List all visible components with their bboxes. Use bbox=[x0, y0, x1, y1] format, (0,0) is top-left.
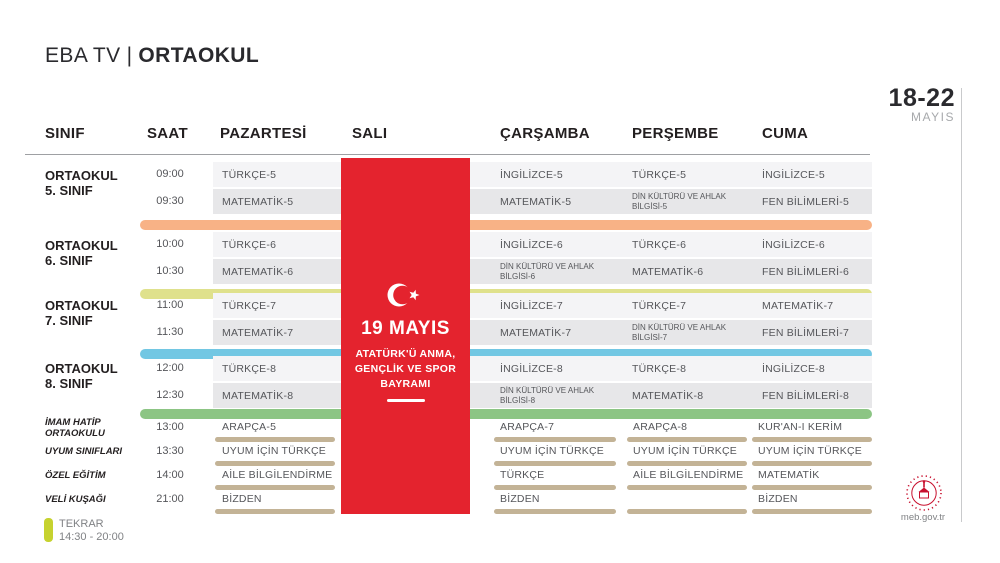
time-cell: 12:30 bbox=[156, 389, 184, 401]
time-cell: 09:00 bbox=[156, 168, 184, 180]
underline-bar bbox=[752, 485, 872, 490]
cell-monday: ARAPÇA-5 bbox=[222, 421, 277, 433]
row-strip bbox=[213, 259, 872, 284]
table-row bbox=[0, 232, 1000, 257]
column-header-monday: PAZARTESİ bbox=[220, 125, 307, 142]
cell-monday: UYUM İÇİN TÜRKÇE bbox=[222, 445, 326, 457]
cell-wednesday: DİN KÜLTÜRÜ VE AHLAK BİLGİSİ-6 bbox=[500, 261, 595, 281]
underline-bar bbox=[752, 461, 872, 466]
time-cell: 10:30 bbox=[156, 265, 184, 277]
underline-bar bbox=[627, 437, 747, 442]
cell-monday: TÜRKÇE-5 bbox=[222, 168, 277, 181]
cell-wednesday: İNGİLİZCE-6 bbox=[500, 238, 563, 251]
row-strip bbox=[213, 320, 872, 345]
cell-monday: MATEMATİK-8 bbox=[222, 389, 294, 402]
cell-monday: MATEMATİK-5 bbox=[222, 195, 294, 208]
page-title bbox=[45, 44, 259, 68]
cell-friday: İNGİLİZCE-5 bbox=[762, 168, 825, 181]
column-header-thursday: PERŞEMBE bbox=[632, 125, 719, 142]
time-cell: 13:30 bbox=[156, 445, 184, 457]
cell-thursday: TÜRKÇE-8 bbox=[632, 362, 687, 375]
cell-wednesday: MATEMATİK-7 bbox=[500, 326, 572, 339]
cell-wednesday: DİN KÜLTÜRÜ VE AHLAK BİLGİSİ-8 bbox=[500, 385, 595, 405]
section-label-line1: ORTAOKUL bbox=[45, 238, 118, 253]
section-label-line1: ORTAOKUL bbox=[45, 361, 118, 376]
underline-bar bbox=[752, 509, 872, 514]
cell-wednesday: TÜRKÇE bbox=[500, 469, 545, 481]
banner-subtitle bbox=[355, 347, 456, 392]
time-cell: 11:00 bbox=[156, 299, 184, 311]
cell-monday: BİZDEN bbox=[222, 493, 262, 505]
row-strip bbox=[213, 189, 872, 214]
underline-bar bbox=[752, 437, 872, 442]
cell-friday: MATEMATİK bbox=[758, 469, 820, 481]
legend-line1: TEKRAR bbox=[59, 518, 104, 530]
underline-bar bbox=[215, 509, 335, 514]
meb-website: meb.gov.tr bbox=[900, 512, 946, 523]
table-row bbox=[0, 443, 1000, 459]
cell-thursday: ARAPÇA-8 bbox=[633, 421, 688, 433]
section-label-ozel-egitim: ÖZEL EĞİTİM bbox=[45, 470, 106, 481]
meb-logo-icon bbox=[905, 474, 943, 512]
underline-bar bbox=[494, 485, 616, 490]
row-strip bbox=[213, 232, 872, 257]
cell-monday: MATEMATİK-6 bbox=[222, 265, 294, 278]
table-row bbox=[0, 320, 1000, 345]
banner-line1: ATATÜRK'Ü ANMA, bbox=[355, 348, 456, 360]
time-cell: 21:00 bbox=[156, 493, 184, 505]
section-label-line1: ORTAOKUL bbox=[45, 168, 118, 183]
section-divider-8 bbox=[140, 409, 872, 419]
cell-thursday: AİLE BİLGİLENDİRME bbox=[633, 469, 744, 481]
table-row bbox=[0, 162, 1000, 187]
underline-bar bbox=[494, 461, 616, 466]
section-label-line2: 7. SINIF bbox=[45, 313, 93, 328]
cell-friday: KUR'AN-I KERİM bbox=[758, 421, 843, 433]
section-label-imam-hatip: İMAM HATİP ORTAOKULU bbox=[45, 417, 105, 439]
turkish-flag-icon bbox=[383, 280, 429, 310]
table-row bbox=[0, 383, 1000, 408]
column-header-sinif: SINIF bbox=[45, 125, 85, 142]
cell-friday: İNGİLİZCE-8 bbox=[762, 362, 825, 375]
time-cell: 12:00 bbox=[156, 362, 184, 374]
table-row bbox=[0, 189, 1000, 214]
cell-monday: TÜRKÇE-8 bbox=[222, 362, 277, 375]
column-header-wednesday: ÇARŞAMBA bbox=[500, 125, 590, 142]
cell-wednesday: ARAPÇA-7 bbox=[500, 421, 555, 433]
cell-wednesday: UYUM İÇİN TÜRKÇE bbox=[500, 445, 604, 457]
cell-wednesday: İNGİLİZCE-5 bbox=[500, 168, 563, 181]
underline-bar bbox=[627, 509, 747, 514]
row-strip bbox=[213, 293, 872, 318]
holiday-banner bbox=[341, 158, 470, 514]
section-label-line2: 5. SINIF bbox=[45, 183, 93, 198]
time-cell: 11:30 bbox=[156, 326, 184, 338]
cell-friday: MATEMATİK-7 bbox=[762, 299, 834, 312]
banner-line2: GENÇLİK VE SPOR bbox=[354, 363, 457, 375]
cell-monday: AİLE BİLGİLENDİRME bbox=[222, 469, 333, 481]
row-strip bbox=[213, 383, 872, 408]
table-row bbox=[0, 356, 1000, 381]
cell-friday: UYUM İÇİN TÜRKÇE bbox=[758, 445, 862, 457]
cell-monday: TÜRKÇE-6 bbox=[222, 238, 277, 251]
cell-friday: FEN BİLİMLERİ-8 bbox=[762, 389, 850, 402]
cell-wednesday: MATEMATİK-5 bbox=[500, 195, 572, 208]
cell-thursday: TÜRKÇE-7 bbox=[632, 299, 687, 312]
underline-bar bbox=[215, 461, 335, 466]
row-strip bbox=[213, 356, 872, 381]
cell-friday: BİZDEN bbox=[758, 493, 798, 505]
time-cell: 10:00 bbox=[156, 238, 184, 250]
section-label-uyum: UYUM SINIFLARI bbox=[45, 446, 123, 457]
column-header-friday: CUMA bbox=[762, 125, 809, 142]
cell-monday: TÜRKÇE-7 bbox=[222, 299, 277, 312]
header-rule bbox=[25, 154, 870, 155]
underline-bar bbox=[627, 485, 747, 490]
section-label-line2: 8. SINIF bbox=[45, 376, 93, 391]
section-divider-5 bbox=[140, 220, 872, 230]
cell-thursday: UYUM İÇİN TÜRKÇE bbox=[633, 445, 737, 457]
column-header-tuesday: SALI bbox=[352, 125, 388, 142]
table-row bbox=[0, 491, 1000, 507]
cell-friday: FEN BİLİMLERİ-6 bbox=[762, 265, 850, 278]
column-header-saat: SAAT bbox=[147, 125, 188, 142]
cell-friday: FEN BİLİMLERİ-5 bbox=[762, 195, 850, 208]
cell-thursday: DİN KÜLTÜRÜ VE AHLAK BİLGİSİ-7 bbox=[632, 322, 727, 342]
underline-bar bbox=[494, 437, 616, 442]
channel-name: ORTAOKUL bbox=[138, 44, 260, 67]
cell-wednesday: İNGİLİZCE-7 bbox=[500, 299, 563, 312]
cell-friday: İNGİLİZCE-6 bbox=[762, 238, 825, 251]
underline-bar bbox=[215, 437, 335, 442]
cell-wednesday: İNGİLİZCE-8 bbox=[500, 362, 563, 375]
cell-wednesday: BİZDEN bbox=[500, 493, 540, 505]
legend-pill bbox=[44, 518, 53, 542]
cell-thursday: DİN KÜLTÜRÜ VE AHLAK BİLGİSİ-5 bbox=[632, 191, 727, 211]
section-label-line1: ORTAOKUL bbox=[45, 298, 118, 313]
table-row bbox=[0, 293, 1000, 318]
section-label-line2: 6. SINIF bbox=[45, 253, 93, 268]
underline-bar bbox=[494, 509, 616, 514]
underline-bar bbox=[627, 461, 747, 466]
banner-title: 19 MAYIS bbox=[361, 318, 450, 339]
time-cell: 14:00 bbox=[156, 469, 184, 481]
table-row bbox=[0, 259, 1000, 284]
banner-line3: BAYRAMI bbox=[380, 378, 431, 390]
cell-thursday: TÜRKÇE-6 bbox=[632, 238, 687, 251]
date-month: MAYIS bbox=[911, 110, 955, 124]
banner-underline bbox=[387, 399, 425, 402]
table-row bbox=[0, 467, 1000, 483]
cell-thursday: MATEMATİK-6 bbox=[632, 265, 704, 278]
cell-thursday: MATEMATİK-8 bbox=[632, 389, 704, 402]
cell-monday: MATEMATİK-7 bbox=[222, 326, 294, 339]
time-cell: 13:00 bbox=[156, 421, 184, 433]
cell-thursday bbox=[633, 491, 751, 507]
cell-thursday: TÜRKÇE-5 bbox=[632, 168, 687, 181]
section-label-veli-kusagi: VELİ KUŞAĞI bbox=[45, 494, 106, 505]
title-separator: | bbox=[126, 44, 133, 67]
time-cell: 09:30 bbox=[156, 195, 184, 207]
legend-line2: 14:30 - 20:00 bbox=[59, 531, 124, 543]
cell-friday: FEN BİLİMLERİ-7 bbox=[762, 326, 850, 339]
row-strip bbox=[213, 162, 872, 187]
table-row bbox=[0, 419, 1000, 435]
legend-text bbox=[59, 518, 124, 544]
underline-bar bbox=[215, 485, 335, 490]
date-range: 18-22 bbox=[888, 84, 955, 112]
brand-eba-tv: EBA TV bbox=[45, 44, 121, 67]
